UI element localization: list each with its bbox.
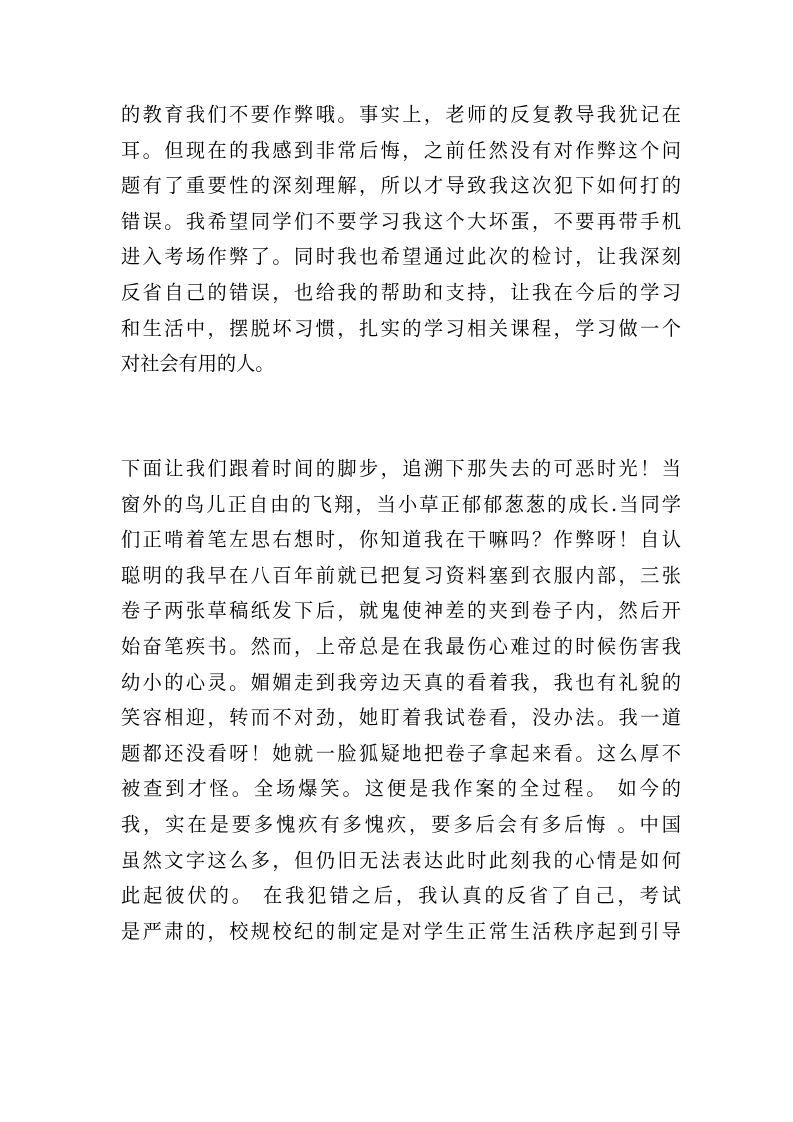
- text-line: 始奋笔疾书。然而，上帝总是在我最伤心难过的时候伤害我: [121, 634, 681, 658]
- text-line: 笑容相迎，转而不对劲，她盯着我试卷看，没办法。我一道: [121, 706, 681, 730]
- paragraph-2: [121, 451, 681, 949]
- text-line: 窗外的鸟儿正自由的飞翔，当小草正郁郁葱葱的成长.当同学: [121, 492, 681, 516]
- text-line: 的教育我们不要作弊哦。事实上，老师的反复教导我犹记在: [121, 103, 681, 126]
- text-line: 虽然文字这么多，但仍旧无法表达此时此刻我的心情是如何: [121, 848, 681, 872]
- text-line: 下面让我们跟着时间的脚步，追溯下那失去的可恶时光！当: [121, 457, 681, 480]
- paragraph-1: [121, 97, 681, 382]
- text-line: 我，实在是要多愧疚有多愧疚，要多后会有多后悔 。中国: [121, 812, 681, 836]
- text-line: 错误。我希望同学们不要学习我这个大坏蛋，不要再带手机: [121, 209, 681, 233]
- text-line: 幼小的心灵。媚媚走到我旁边天真的看着我，我也有礼貌的: [121, 670, 681, 694]
- text-line: 是严肃的，校规校纪的制定是对学生正常生活秩序起到引导: [121, 919, 681, 943]
- text-line: 进入考场作弊了。同时我也希望通过此次的检讨，让我深刻: [121, 245, 681, 269]
- text-line: 耳。但现在的我感到非常后悔，之前任然没有对作弊这个问: [121, 138, 681, 162]
- text-line: 卷子两张草稿纸发下后，就鬼使神差的夹到卷子内，然后开: [121, 599, 681, 623]
- text-line: 聪明的我早在八百年前就已把复习资料塞到衣服内部，三张: [121, 563, 681, 587]
- text-line: 反省自己的错误，也给我的帮助和支持，让我在今后的学习: [121, 280, 681, 304]
- text-line: 们正啃着笔左思右想时，你知道我在干嘛吗？作弊呀！自认: [121, 528, 681, 552]
- text-line: 对社会有用的人。: [121, 352, 275, 376]
- text-line: 此起彼伏的。 在我犯错之后，我认真的反省了自己，考试: [121, 884, 681, 908]
- text-line: 和生活中，摆脱坏习惯，扎实的学习相关课程，学习做一个: [121, 316, 681, 340]
- text-line: 题都还没看呀！她就一脸狐疑地把卷子拿起来看。这么厚不: [121, 741, 681, 765]
- text-line: 被查到才怪。全场爆笑。这便是我作案的全过程。 如今的: [121, 777, 681, 801]
- text-line: 题有了重要性的深刻理解，所以才导致我这次犯下如何打的: [121, 174, 681, 198]
